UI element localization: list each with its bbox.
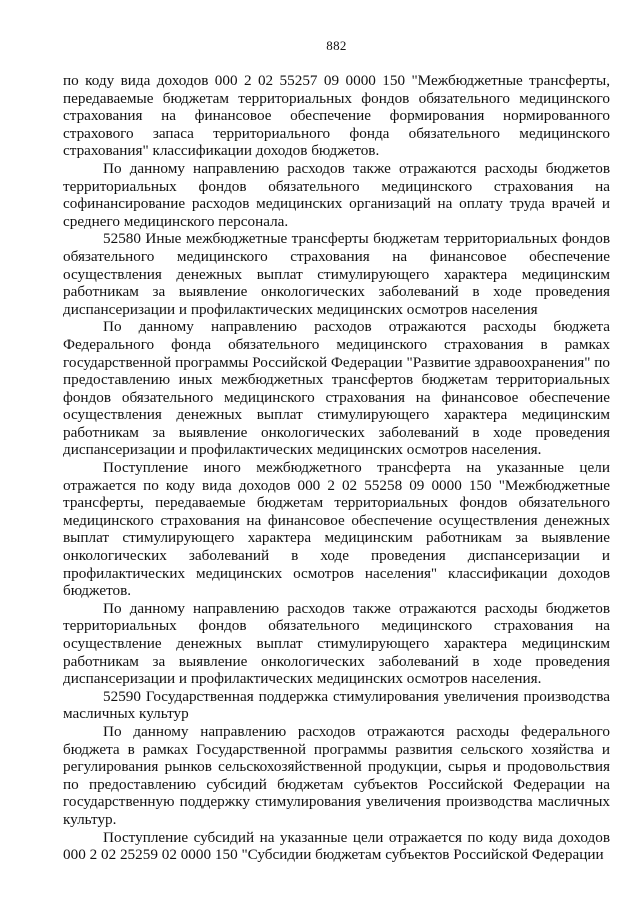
document-body [63, 72, 610, 864]
paragraph-income-code-55258: Поступление иного межбюджетного трансферта на указанные цели отражается по коду вида доходов 000 2 02 55258 09 0000 150 "Межбюджетные трансферты, передаваемые бюджетам территориальных фондов обязательного медицинского страхования на финансовое обеспечение осуществления денежных выплат стимулирующего характера медицинским работникам за выявление онкологических заболеваний в ходе проведения диспансеризации и профилактических медицинских осмотров населения" классификации доходов бюджетов. [63, 459, 610, 600]
paragraph-income-code-25259: Поступление субсидий на указанные цели отражается по коду вида доходов 000 2 02 25259 02 0000 150 "Субсидии бюджетам субъектов Российской Федерации [63, 828, 610, 864]
paragraph-territorial-fund-payments: По данному направлению расходов также отражаются расходы бюджетов территориальных фондов обязательного медицинского страхования на осуществление денежных выплат стимулирующего характера медицинским работникам за выявление онкологических заболеваний в ходе проведения диспансеризации и профилактических медицинских осмотров населения. [63, 599, 610, 688]
paragraph-heading-52580: 52580 Иные межбюджетные трансферты бюджетам территориальных фондов обязательного медицинского страхования на финансовое обеспечение осуществления денежных выплат стимулирующего характера медицинским работникам за выявление онкологических заболеваний в ходе проведения диспансеризации и профилактических медицинских осмотров населения [63, 230, 610, 318]
paragraph-cofinancing-salaries: По данному направлению расходов также отражаются расходы бюджетов территориальных фондов обязательного медицинского страхования на софинансирование расходов медицинских организаций на оплату труда врачей и среднего медицинского персонала. [63, 159, 610, 230]
paragraph-federal-fund-expenses: По данному направлению расходов отражаются расходы бюджета Федерального фонда обязательного медицинского страхования в рамках государственной программы Российской Федерации "Развитие здравоохранения" по предоставлению иных межбюджетных трансфертов бюджетам территориальных фондов обязательного медицинского страхования на финансовое обеспечение осуществления денежных выплат стимулирующего характера медицинским работникам за выявление онкологических заболеваний в ходе проведения диспансеризации и профилактических медицинских осмотров населения. [63, 318, 610, 459]
page-number: 882 [326, 38, 347, 53]
paragraph-federal-budget-oilseeds: По данному направлению расходов отражаются расходы федерального бюджета в рамках Государственной программы развития сельского хозяйства и регулирования рынков сельскохозяйственной продукции, сырья и продовольствия по предоставлению субсидий бюджетам субъектов Российской Федерации на государственную поддержку стимулирования увеличения производства масличных культур. [63, 722, 610, 828]
paragraph-income-code-55257: по коду вида доходов 000 2 02 55257 09 0000 150 "Межбюджетные трансферты, передаваемые бюджетам территориальных фондов обязательного медицинского страхования на финансовое обеспечение формирования нормированного страхового запаса территориального фонда обязательного медицинского страхования" классификации доходов бюджетов. [63, 72, 610, 160]
paragraph-heading-52590: 52590 Государственная поддержка стимулирования увеличения производства масличных культур [63, 687, 610, 723]
